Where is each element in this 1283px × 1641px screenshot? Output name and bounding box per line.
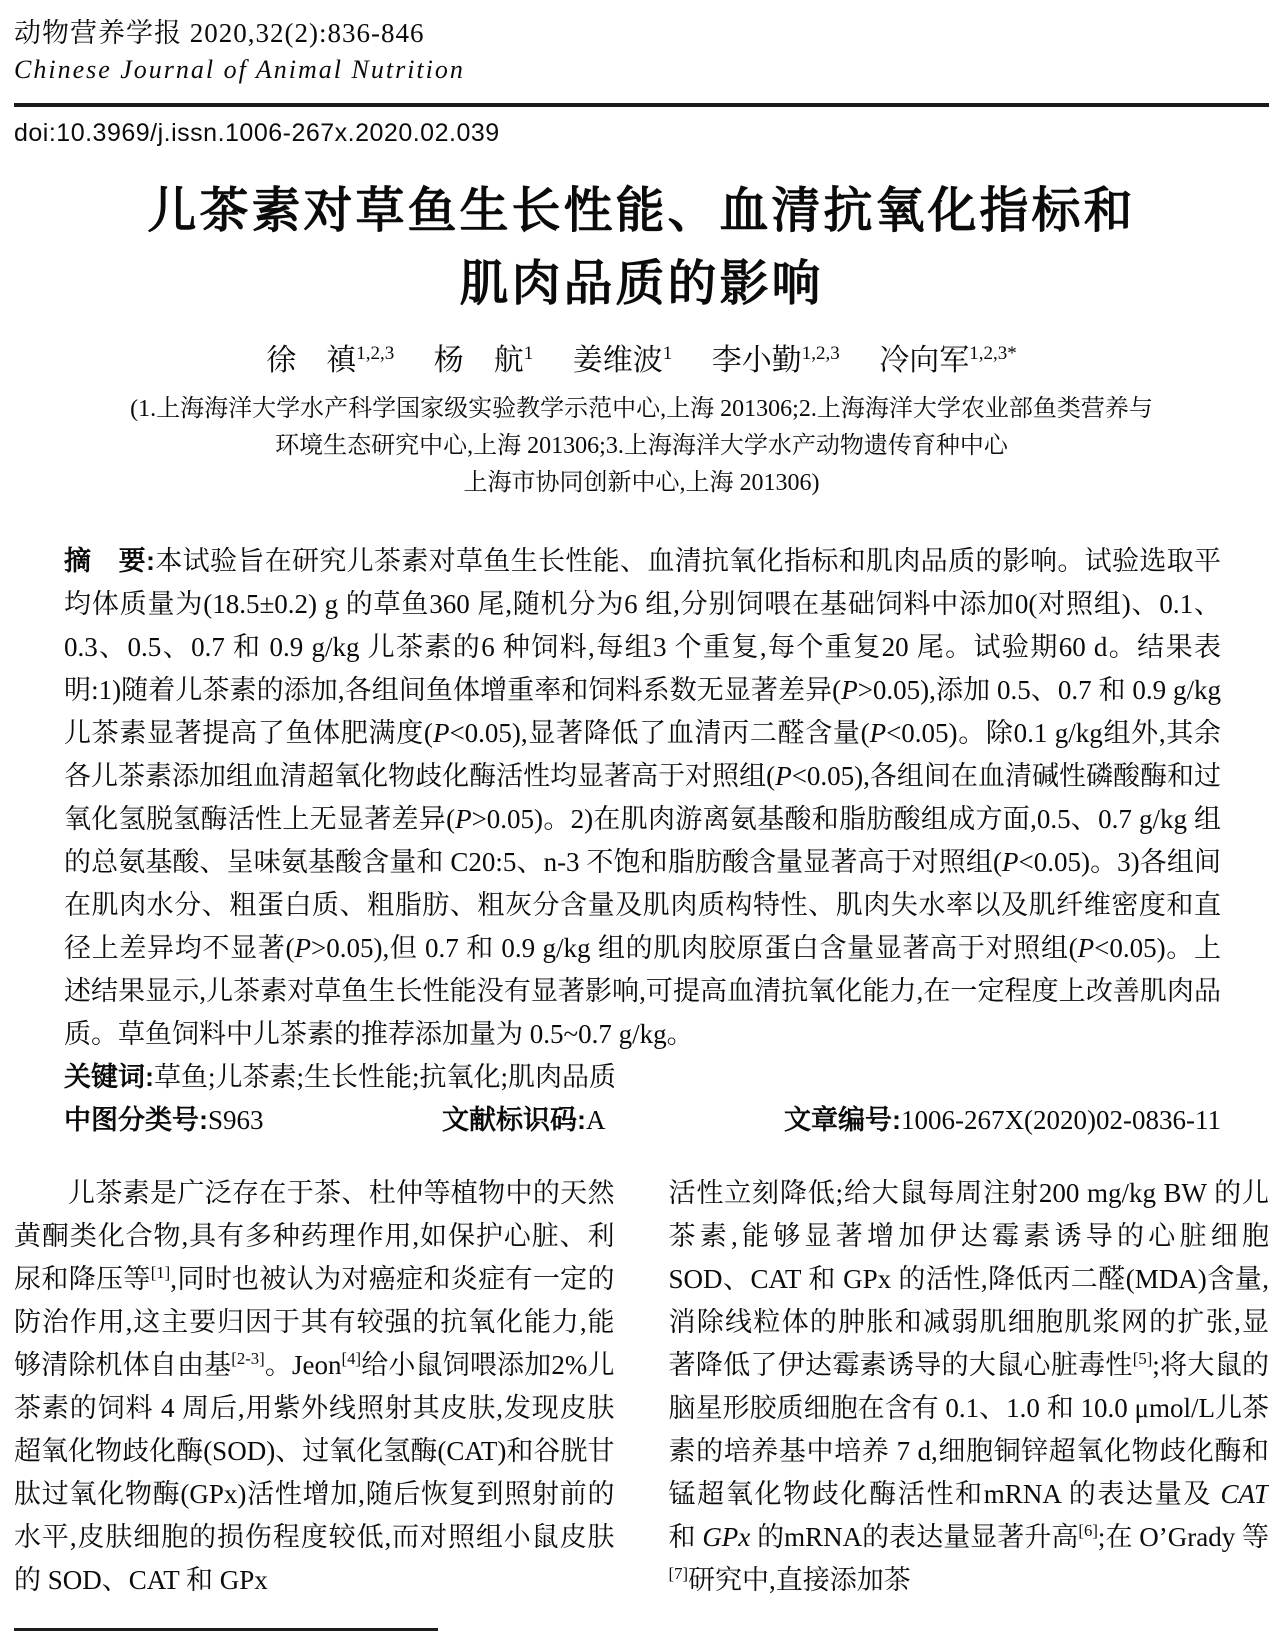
author-2-sup: 1 xyxy=(523,343,534,364)
article-id xyxy=(784,1099,1221,1142)
clc-number xyxy=(64,1099,264,1142)
author-3-sup: 1 xyxy=(662,343,673,364)
article-title-line1: 儿茶素对草鱼生长性能、血清抗氧化指标和 xyxy=(147,184,1136,238)
author-3-name: 姜维波 xyxy=(572,344,663,377)
intro-paragraph-right: 活性立刻降低;给大鼠每周注射200 mg/kg BW 的儿茶素,能够显著增加伊达霉素诱导的心脏细胞SOD、CAT 和 GPx 的活性,降低丙二醛(MDA)含量,消除线粒体的肿胀和减弱肌细胞肌浆网的扩张,显著降低了伊达霉素诱导的大鼠心脏毒性[5];将大鼠的脑星形胶质细胞在含有 0.1、1.0 和 10.0 μmol/L儿茶素的培养基中培养 7 d,细胞铜锌超氧化物歧化酶和锰超氧化物歧化酶活性和mRNA 的表达量及 CAT 和 GPx 的mRNA的表达量显著升高[6];在 O’Grady 等[7]研究中,直接添加茶 xyxy=(668,1178,1269,1595)
journal-name-en: Chinese Journal of Animal Nutrition xyxy=(14,55,465,84)
affiliation-line1: (1.上海海洋大学水产科学国家级实验教学示范中心,上海 201306;2.上海海洋大学农业部鱼类营养与 xyxy=(130,396,1153,422)
doi-line: doi:10.3969/j.issn.1006-267x.2020.02.039 xyxy=(14,119,500,147)
author-line xyxy=(14,341,1269,381)
clc-label: 中图分类号: xyxy=(64,1105,208,1135)
affiliation-line2: 环境生态研究中心,上海 201306;3.上海海洋大学水产动物遗传育种中心 xyxy=(275,433,1008,459)
author-5-name: 冷向军 xyxy=(879,344,970,377)
author-4 xyxy=(712,341,840,381)
article-title xyxy=(14,175,1269,321)
document-code-value: A xyxy=(586,1105,606,1135)
affiliation-line3: 上海市协同创新中心,上海 201306) xyxy=(463,470,820,496)
abstract-paragraph xyxy=(64,540,1221,1056)
document-code xyxy=(442,1099,606,1142)
journal-header xyxy=(14,16,1269,87)
abstract-label: 摘 要: xyxy=(64,546,155,576)
keywords-label: 关键词: xyxy=(64,1062,154,1092)
author-3 xyxy=(573,341,673,381)
author-5 xyxy=(879,341,1017,381)
intro-paragraph-left: 儿茶素是广泛存在于茶、杜仲等植物中的天然黄酮类化合物,具有多种药理作用,如保护心脏、利尿和降压等[1],同时也被认为对癌症和炎症有一定的防治作用,这主要归因于其有较强的抗氧化能力,能够清除机体自由基[2-3]。Jeon[4]给小鼠饲喂添加2%儿茶素的饲料 4 周后,用紫外线照射其皮肤,发现皮肤超氧化物歧化酶(SOD)、过氧化氢酶(CAT)和谷胱甘肽过氧化物酶(GPx)活性增加,随后恢复到照射前的水平,皮肤细胞的损伤程度较低,而对照组小鼠皮肤的 SOD、CAT 和 GPx xyxy=(14,1178,615,1595)
affiliations xyxy=(14,391,1269,502)
abstract-block xyxy=(64,540,1221,1142)
document-code-label: 文献标识码: xyxy=(442,1105,587,1135)
right-column xyxy=(669,1172,1270,1610)
keywords-line xyxy=(64,1056,1221,1099)
journal-name-cn: 动物营养学报 2020,32(2):836-846 xyxy=(14,18,425,48)
author-4-sup: 1,2,3 xyxy=(801,343,840,364)
clc-value: S963 xyxy=(208,1105,264,1135)
author-2-name: 杨 航 xyxy=(433,344,524,377)
article-title-line2: 肌肉品质的影响 xyxy=(459,257,824,311)
author-1-sup: 1,2,3 xyxy=(356,343,395,364)
author-5-sup: 1,2,3* xyxy=(969,343,1017,364)
keywords-text: 草鱼;儿茶素;生长性能;抗氧化;肌肉品质 xyxy=(154,1062,617,1092)
article-id-label: 文章编号: xyxy=(784,1105,902,1135)
left-column xyxy=(14,1172,615,1610)
abstract-text: 本试验旨在研究儿茶素对草鱼生长性能、血清抗氧化指标和肌肉品质的影响。试验选取平均体质量为(18.5±0.2) g 的草鱼360 尾,随机分为6 组,分别饲喂在基础饲料中添加0(对照组)、0.1、0.3、0.5、0.7 和 0.9 g/kg 儿茶素的6 种饲料,每组3 个重复,每个重复20 尾。试验期60 d。结果表明:1)随着儿茶素的添加,各组间鱼体增重率和饲料系数无显著差异(P>0.05),添加 0.5、0.7 和 0.9 g/kg 儿茶素显著提高了鱼体肥满度(P<0.05),显著降低了血清丙二醛含量(P<0.05)。除0.1 g/kg组外,其余各儿茶素添加组血清超氧化物歧化酶活性均显著高于对照组(P<0.05),各组间在血清碱性磷酸酶和过氧化氢脱氢酶活性上无显著差异(P>0.05)。2)在肌肉游离氨基酸和脂肪酸组成方面,0.5、0.7 g/kg 组的总氨基酸、呈味氨基酸含量和 C20:5、n-3 不饱和脂肪酸含量显著高于对照组(P<0.05)。3)各组间在肌肉水分、粗蛋白质、粗脂肪、粗灰分含量及肌肉质构特性、肌肉失水率以及肌纤维密度和直径上差异均不显著(P>0.05),但 0.7 和 0.9 g/kg 组的肌肉胶原蛋白含量显著高于对照组(P<0.05)。上述结果显示,儿茶素对草鱼生长性能没有显著影响,可提高血清抗氧化能力,在一定程度上改善肌肉品质。草鱼饲料中儿茶素的推荐添加量为 0.5~0.7 g/kg。 xyxy=(64,546,1221,1049)
author-1-name: 徐 禛 xyxy=(266,344,357,377)
footnote-rule xyxy=(14,1628,438,1631)
classification-line xyxy=(64,1099,1221,1142)
author-1 xyxy=(266,341,394,381)
article-id-value: 1006-267X(2020)02-0836-11 xyxy=(901,1105,1221,1135)
author-4-name: 李小勤 xyxy=(711,344,802,377)
author-2 xyxy=(434,341,534,381)
header-rule xyxy=(14,103,1269,107)
body-columns xyxy=(14,1172,1269,1610)
